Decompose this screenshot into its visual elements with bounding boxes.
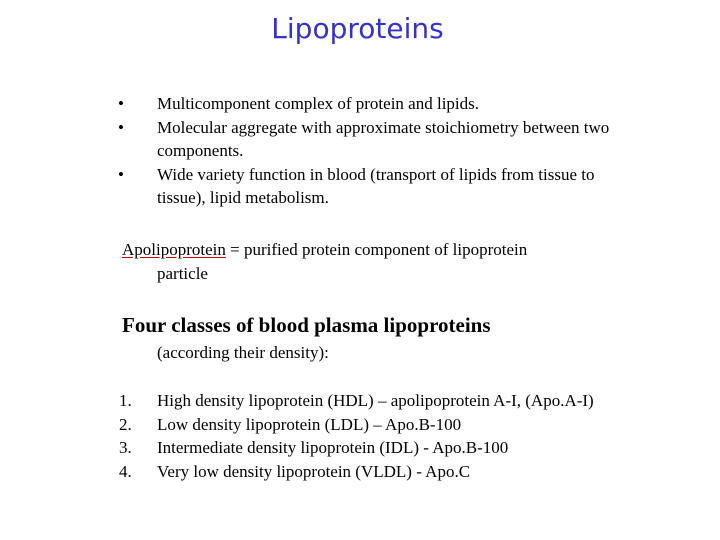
apolipoprotein-term: Apolipoprotein	[122, 240, 226, 259]
class-number: 4.	[119, 461, 132, 481]
class-text: Low density lipoprotein (LDL) – Apo.B-100	[157, 414, 462, 434]
bullet-text: Wide variety function in blood (transport of lipids from tissue to tissue), lipid metabolism.	[157, 164, 595, 207]
class-item	[0, 413, 720, 437]
bullet-text: Molecular aggregate with approximate stoichiometry between two components.	[157, 117, 610, 160]
bullet-marker: •	[118, 164, 124, 184]
class-item	[0, 460, 720, 484]
classes-note: (according their density):	[157, 343, 329, 362]
apolipoprotein-definition-text: = purified protein component of lipoprotein	[225, 240, 528, 259]
bullet-item	[0, 92, 720, 116]
class-text: Very low density lipoprotein (VLDL) - Apo.C	[157, 461, 471, 481]
class-item	[0, 389, 720, 413]
class-number: 2.	[119, 414, 132, 434]
classes-list	[0, 389, 720, 483]
bullet-list	[0, 92, 720, 210]
class-number: 3.	[119, 438, 132, 457]
class-number: 1.	[119, 391, 132, 410]
slide-title: Lipoproteins	[271, 12, 444, 45]
bullet-text: Multicomponent complex of protein and lipids.	[157, 94, 480, 113]
class-item	[0, 436, 720, 460]
class-text: Intermediate density lipoprotein (IDL) - Apo.B-100	[157, 438, 509, 457]
apolipoprotein-definition-continuation: particle	[157, 264, 208, 283]
bullet-item	[0, 163, 720, 210]
bullet-marker: •	[118, 94, 124, 113]
class-text: High density lipoprotein (HDL) – apolipoprotein A-I, (Apo.A-I)	[157, 391, 594, 410]
classes-heading: Four classes of blood plasma lipoproteins	[122, 313, 491, 337]
apolipoprotein-definition	[122, 238, 622, 286]
bullet-marker: •	[118, 117, 124, 137]
bullet-item	[0, 116, 720, 163]
